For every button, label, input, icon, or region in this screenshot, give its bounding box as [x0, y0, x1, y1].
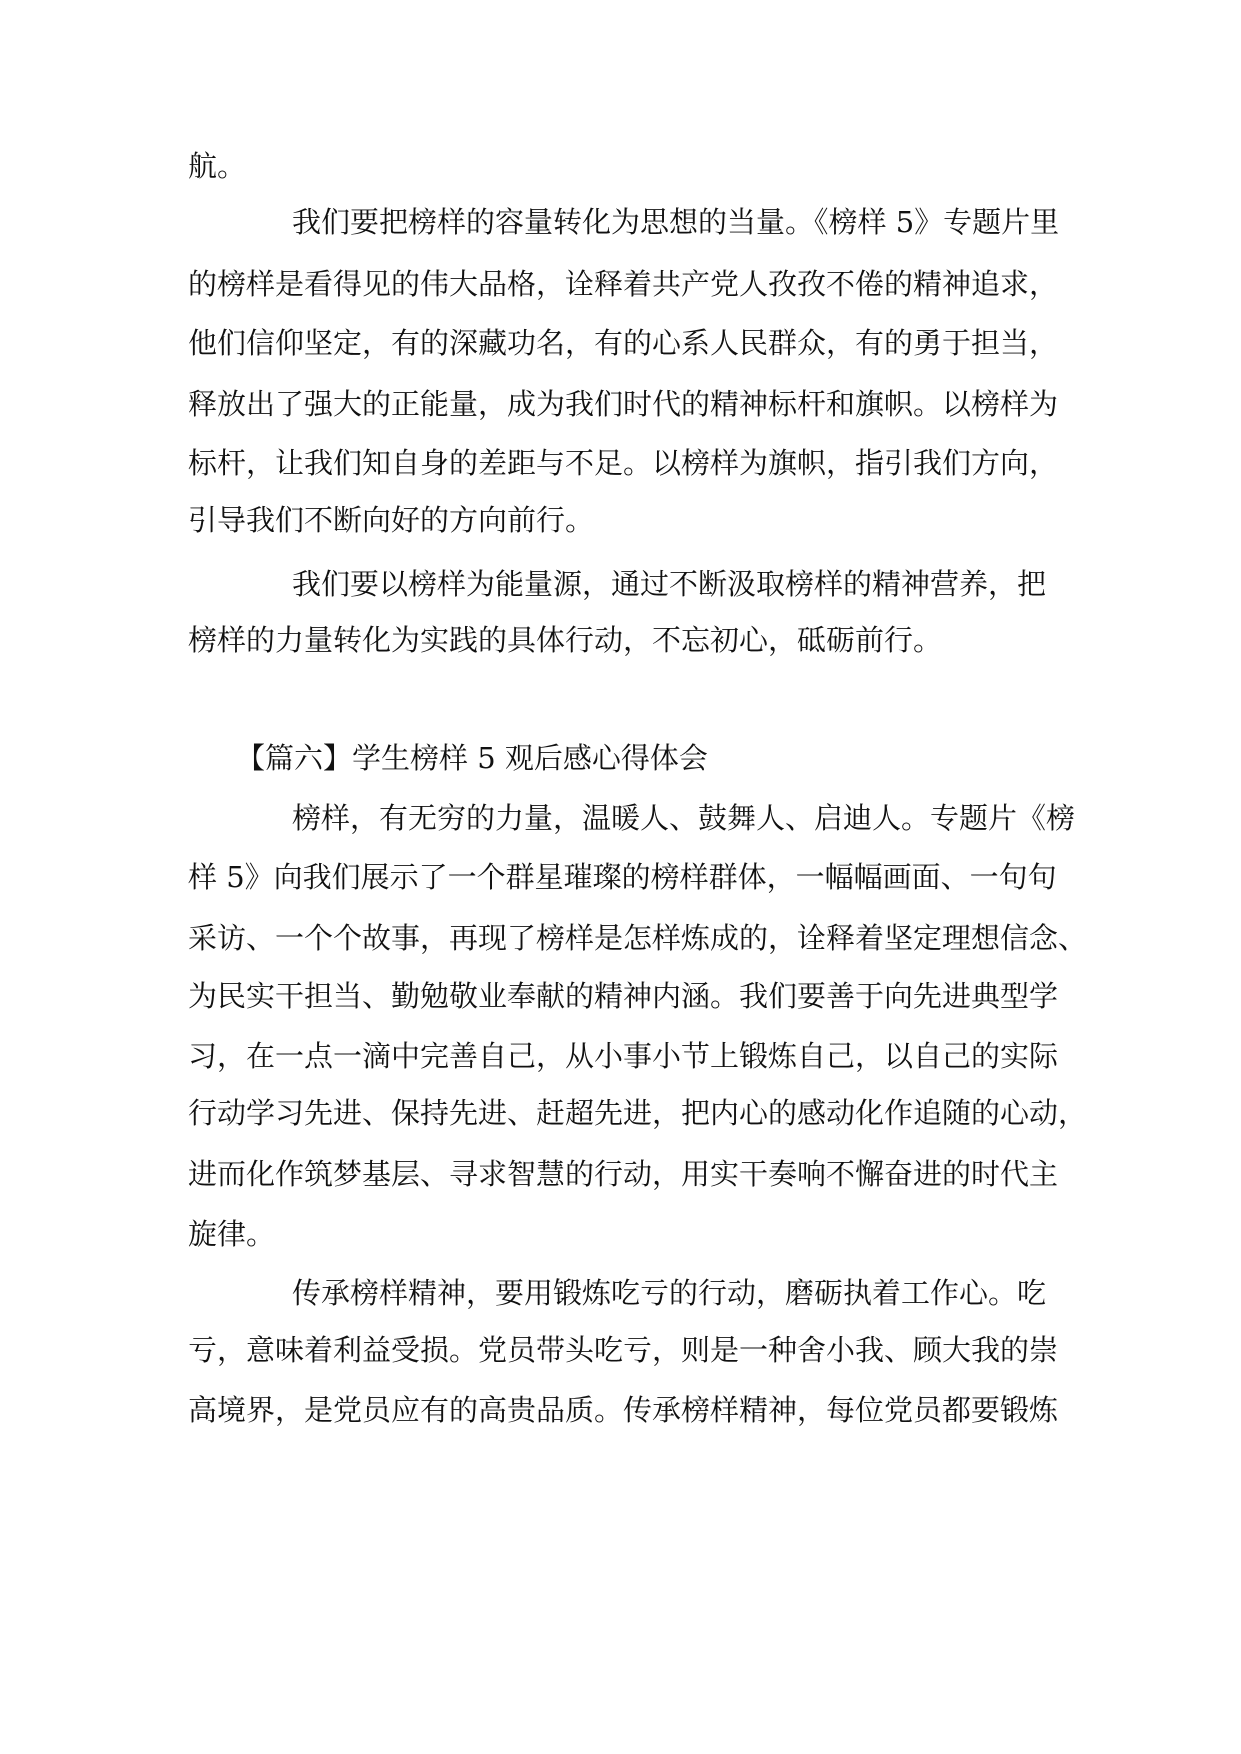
paragraph-1-line-5: 标杆，让我们知自身的差距与不足。以榜样为旗帜，指引我们方向， [188, 446, 1059, 480]
paragraph-3-line-8: 旋律。 [188, 1217, 276, 1251]
paragraph-4-line-1: 传承榜样精神，要用锻炼吃亏的行动，磨砺执着工作心。吃 [292, 1276, 1047, 1310]
paragraph-3-line-5: 习，在一点一滴中完善自己，从小事小节上锻炼自己，以自己的实际 [188, 1039, 1059, 1073]
paragraph-1-line-3: 他们信仰坚定，有的深藏功名，有的心系人民群众，有的勇于担当， [188, 326, 1059, 360]
paragraph-4-line-3: 高境界，是党员应有的高贵品质。传承榜样精神，每位党员都要锻炼 [188, 1393, 1059, 1427]
paragraph-3-line-1: 榜样，有无穷的力量，温暖人、鼓舞人、启迪人。专题片《榜 [292, 801, 1076, 835]
paragraph-1-line-2: 的榜样是看得见的伟大品格，诠释着共产党人孜孜不倦的精神追求， [188, 267, 1059, 301]
paragraph-1-line-6: 引导我们不断向好的方向前行。 [188, 503, 595, 537]
paragraph-3-line-4: 为民实干担当、勤勉敬业奉献的精神内涵。我们要善于向先进典型学 [188, 979, 1059, 1013]
paragraph-2-line-2: 榜样的力量转化为实践的具体行动，不忘初心，砥砺前行。 [188, 623, 943, 657]
paragraph-3-line-2: 样 5》向我们展示了一个群星璀璨的榜样群体，一幅幅画面、一句句 [188, 860, 1057, 894]
continuation-line: 航。 [188, 149, 247, 183]
paragraph-3-line-3: 采访、一个个故事，再现了榜样是怎样炼成的，诠释着坚定理想信念、 [188, 921, 1088, 955]
paragraph-1-line-1: 我们要把榜样的容量转化为思想的当量。《榜样 5》专题片里 [292, 205, 1060, 239]
paragraph-3-line-7: 进而化作筑梦基层、寻求智慧的行动，用实干奏响不懈奋进的时代主 [188, 1157, 1059, 1191]
section-heading: 【篇六】学生榜样 5 观后感心得体会 [236, 741, 708, 775]
paragraph-3-line-6: 行动学习先进、保持先进、赶超先进，把内心的感动化作追随的心动， [188, 1096, 1088, 1130]
paragraph-4-line-2: 亏，意味着利益受损。党员带头吃亏，则是一种舍小我、顾大我的崇 [188, 1333, 1059, 1367]
paragraph-1-line-4: 释放出了强大的正能量，成为我们时代的精神标杆和旗帜。以榜样为 [188, 387, 1059, 421]
paragraph-2-line-1: 我们要以榜样为能量源，通过不断汲取榜样的精神营养，把 [292, 567, 1047, 601]
